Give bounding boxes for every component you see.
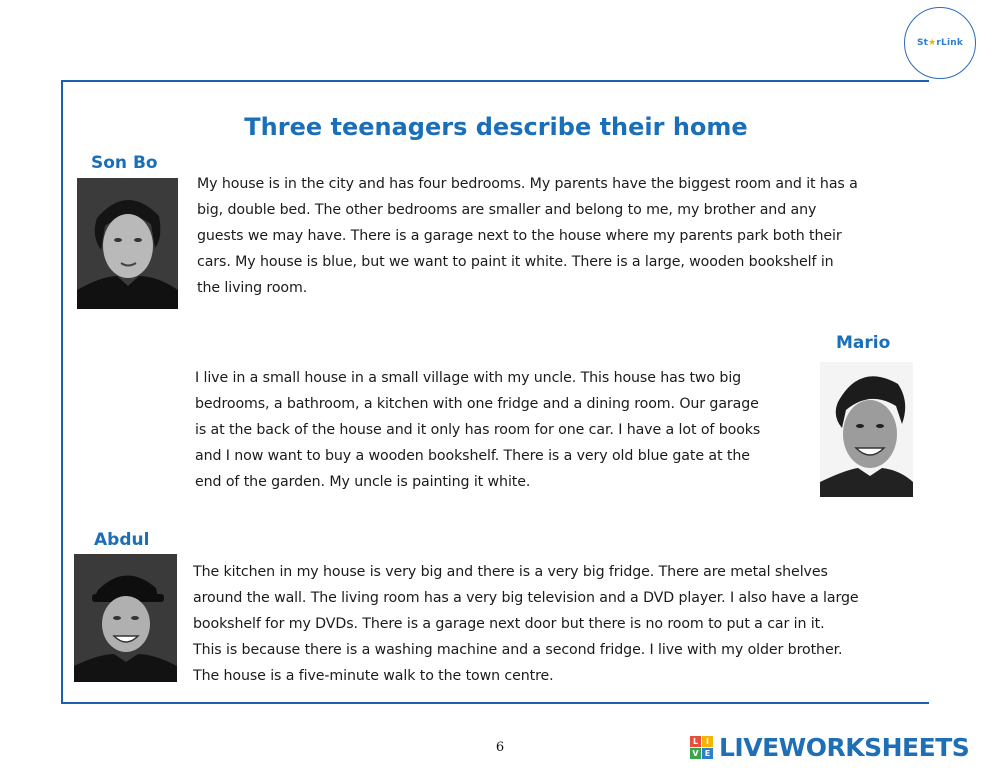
page-number: 6 xyxy=(495,740,505,755)
person-name-abdul: Abdul xyxy=(94,530,150,550)
text-line: is at the back of the house and it only has room for one car. I have a lot of books xyxy=(195,422,761,438)
text-line: cars. My house is blue, but we want to paint it white. There is a large, wooden bookshelf in xyxy=(197,254,834,270)
liveworksheets-blocks-icon: L I V E xyxy=(690,736,713,759)
text-line: end of the garden. My uncle is painting it white. xyxy=(195,474,531,490)
text-line: around the wall. The living room has a very big television and a DVD player. I also have a large xyxy=(193,590,859,606)
text-line: bookshelf for my DVDs. There is a garage next door but there is no room to put a car in it. xyxy=(193,616,825,632)
text-line: and I now want to buy a wooden bookshelf. There is a very old blue gate at the xyxy=(195,448,750,464)
son-bo-text xyxy=(197,171,858,301)
text-line: guests we may have. There is a garage next to the house where my parents park both their xyxy=(197,228,842,244)
text-line: the living room. xyxy=(197,280,308,296)
liveworksheets-logo xyxy=(690,733,969,762)
page-title: Three teenagers describe their home xyxy=(244,113,748,141)
text-line: My house is in the city and has four bedrooms. My parents have the biggest room and it has a xyxy=(197,176,858,192)
text-line: big, double bed. The other bedrooms are smaller and belong to me, my brother and any xyxy=(197,202,817,218)
text-line: The house is a five-minute walk to the town centre. xyxy=(193,668,554,684)
starlink-logo xyxy=(904,7,976,79)
text-line: bedrooms, a bathroom, a kitchen with one fridge and a dining room. Our garage xyxy=(195,396,759,412)
abdul-text xyxy=(193,559,858,689)
liveworksheets-wordmark: LIVEWORKSHEETS xyxy=(719,733,970,762)
person-name-son-bo: Son Bo xyxy=(91,153,158,173)
logo-text: St★rLink xyxy=(916,38,964,48)
text-line: I live in a small house in a small village with my uncle. This house has two big xyxy=(195,370,742,386)
abdul-photo xyxy=(74,554,177,682)
mario-text xyxy=(195,365,760,495)
text-line: The kitchen in my house is very big and there is a very big fridge. There are metal shelves xyxy=(193,564,828,580)
mario-photo xyxy=(820,362,913,497)
son-bo-photo xyxy=(77,178,178,309)
text-line: This is because there is a washing machine and a second fridge. I live with my older brother. xyxy=(193,642,843,658)
person-name-mario: Mario xyxy=(836,333,891,353)
